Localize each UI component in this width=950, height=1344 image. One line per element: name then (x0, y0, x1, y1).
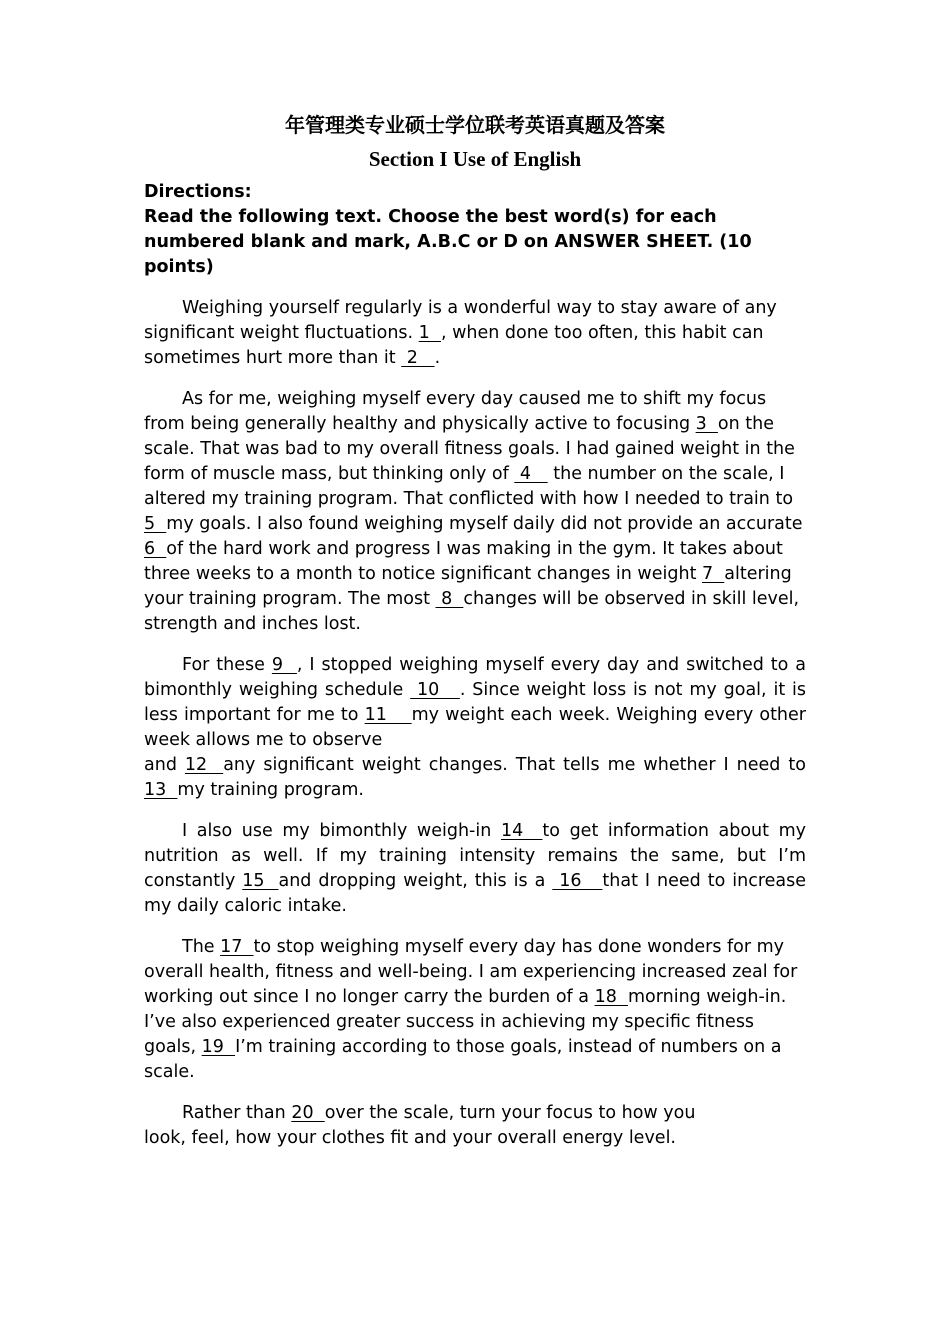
text-run: Rather than (182, 1103, 292, 1123)
blank-18: 18 (594, 987, 628, 1007)
text-run: . (434, 348, 441, 368)
blank-20: 20 (291, 1103, 325, 1123)
blank-7: 7 (702, 564, 725, 584)
passage-paragraph-6 (144, 1101, 806, 1151)
text-run: any significant weight changes. That tells me whether I need to (223, 755, 806, 775)
blank-5: 5 (144, 514, 167, 534)
text-run: As for me, weighing myself every day caused me to shift my focus from being generally healthy and physically active to focusing (144, 389, 767, 434)
text-run: For these (182, 655, 272, 675)
blank-19: 19 (201, 1037, 236, 1057)
text-run: I’m training according to those goals, instead of numbers on a scale. (144, 1037, 782, 1082)
text-run: Weighing yourself regularly is a wonderful way to stay aware of any significant weight fluctuations. (144, 298, 777, 343)
passage-paragraph-5 (144, 935, 806, 1085)
text-run: of the hard work and progress I was making in the gym. It takes about three weeks to a month to notice significant changes in weight (144, 539, 783, 584)
text-run: , I stopped weighing myself every day and switched to a bimonthly weighing schedule (144, 655, 807, 700)
text-run: look, feel, how your clothes fit and your overall energy level. (144, 1128, 676, 1148)
text-run: to stop weighing myself every day has done wonders for my overall health, fitness and well-being. I am experiencing increased zeal for working out since I no longer carry the burden of a (144, 937, 798, 1007)
text-run: changes will be observed in skill level, strength and inches lost. (144, 589, 800, 634)
text-run: to get information about my nutrition as well. If my training intensity remains the same, but I’m constantly (144, 821, 806, 891)
passage-paragraph-4 (144, 819, 806, 919)
blank-17: 17 (220, 937, 254, 957)
blank-4: 4 (514, 464, 548, 484)
text-run: . Since weight loss is not my goal, it is less important for me to (144, 680, 807, 725)
blank-6: 6 (144, 539, 167, 559)
text-run: The (182, 937, 221, 957)
text-run: , when done too often, this habit can sometimes hurt more than it (144, 323, 764, 368)
blank-9: 9 (271, 655, 297, 675)
directions-label: Directions: (144, 182, 252, 202)
blank-10: 10 (410, 680, 460, 700)
blank-8: 8 (435, 589, 464, 609)
blank-14: 14 (500, 821, 543, 841)
document-title: 年管理类专业硕士学位联考英语真题及答案 (285, 113, 665, 137)
blank-16: 16 (552, 871, 603, 891)
text-run: altering your training program. The most (144, 564, 792, 609)
blank-15: 15 (242, 871, 279, 891)
section-title: Section I Use of English (368, 147, 582, 171)
text-run: the number on the scale, I altered my training program. That conflicted with how I needed to train to (144, 464, 794, 509)
text-run: on the scale. That was bad to my overall fitness goals. I had gained weight in the form of muscle mass, but thinking only of (144, 414, 795, 484)
text-run: and dropping weight, this is a (278, 871, 553, 891)
passage-paragraph-3 (144, 653, 806, 803)
text-run: and (144, 755, 185, 775)
text-run: my goals. I also found weighing myself daily did not provide an accurate (166, 514, 803, 534)
text-run: over the scale, turn your focus to how you (324, 1103, 696, 1123)
blank-2: 2 (401, 348, 435, 368)
text-run: that I need to increase my daily caloric intake. (144, 871, 807, 916)
text-run: morning weigh-in. I’ve also experienced greater success in achieving my specific fitness goals, (144, 987, 787, 1057)
passage-paragraph-1 (144, 296, 806, 371)
blank-13: 13 (144, 780, 178, 800)
blank-12: 12 (184, 755, 224, 775)
text-run: I also use my bimonthly weigh-in (182, 821, 501, 841)
text-run: my weight each week. Weighing every other week allows me to observe (144, 705, 806, 750)
blank-3: 3 (695, 414, 718, 434)
blank-1: 1 (418, 323, 441, 343)
text-run: my training program. (177, 780, 364, 800)
directions-block (144, 180, 806, 280)
blank-11: 11 (364, 705, 412, 725)
passage-paragraph-2 (144, 387, 806, 637)
document-page (144, 108, 806, 1151)
directions-text: Read the following text. Choose the best word(s) for each numbered blank and mark, A.B.C or D on ANSWER SHEET. (10 points) (144, 207, 752, 277)
